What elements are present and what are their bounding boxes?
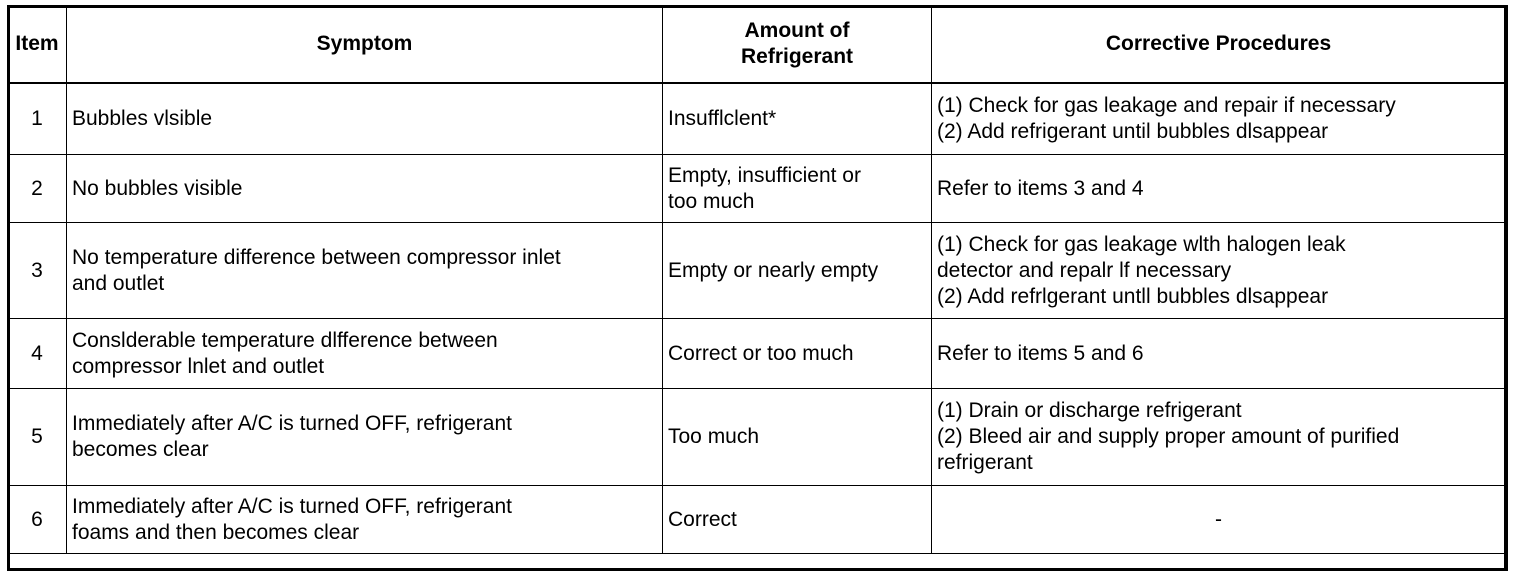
procedures-cell: [932, 155, 1506, 223]
amount-cell: [663, 155, 932, 223]
procedure-line: (1) Check for gas leakage wlth halogen leak: [937, 232, 1346, 256]
symptom-line: becomes clear: [72, 438, 209, 461]
symptom-line: Conslderable temperature dlfference between: [72, 328, 498, 352]
amount-cell: [663, 83, 932, 155]
amount-line: Empty or nearly empty: [668, 258, 879, 282]
symptom-line: No temperature difference between compressor inlet: [72, 245, 561, 269]
amount-cell: [663, 486, 932, 554]
symptom-cell: [67, 223, 663, 319]
symptom-line: Immediately after A/C is turned OFF, refrigerant: [72, 494, 512, 518]
procedure-line: (2) Add refrigerant until bubbles dlsappear: [937, 120, 1329, 143]
header-symptom: Symptom: [67, 6, 663, 84]
procedure-line: refrigerant: [937, 451, 1033, 474]
procedures-cell: [932, 389, 1506, 486]
header-row: [8, 6, 1506, 84]
item-number: 1: [8, 83, 67, 155]
amount-cell: [663, 319, 932, 389]
table-row: [8, 223, 1506, 319]
procedure-line: Refer to items 3 and 4: [937, 176, 1144, 200]
header-item: Item: [8, 6, 67, 84]
amount-line: Empty, insufficient or: [668, 163, 861, 187]
procedure-line: (1) Drain or discharge refrigerant: [937, 399, 1242, 422]
symptom-cell: [67, 319, 663, 389]
symptom-cell: [67, 486, 663, 554]
procedure-line: -: [1215, 507, 1222, 531]
item-number: 3: [8, 223, 67, 319]
symptom-line: and outlet: [72, 271, 165, 295]
table-row: [8, 319, 1506, 389]
header-amount-line2: Refrigerant: [740, 45, 854, 68]
table-row: [8, 389, 1506, 486]
refrigerant-diagnosis-table: [7, 5, 1506, 554]
amount-line: Correct or too much: [668, 341, 854, 365]
symptom-line: Bubbles vlsible: [72, 107, 213, 130]
amount-cell: [663, 389, 932, 486]
symptom-cell: [67, 83, 663, 155]
header-procedures: Corrective Procedures: [932, 6, 1506, 84]
table-row: [8, 486, 1506, 554]
symptom-line: Immediately after A/C is turned OFF, refrigerant: [72, 412, 512, 435]
table-row: [8, 155, 1506, 223]
amount-cell: [663, 223, 932, 319]
header-amount: [663, 6, 932, 84]
procedure-line: (2) Bleed air and supply proper amount of purified: [937, 425, 1400, 448]
amount-line: Insufflclent*: [668, 107, 777, 130]
procedure-line: Refer to items 5 and 6: [937, 341, 1144, 365]
item-number: 6: [8, 486, 67, 554]
header-amount-line1: Amount of: [744, 19, 850, 42]
item-number: 4: [8, 319, 67, 389]
symptom-cell: [67, 389, 663, 486]
procedures-cell: [932, 319, 1506, 389]
symptom-line: No bubbles visible: [72, 176, 243, 200]
symptom-line: compressor lnlet and outlet: [72, 354, 325, 378]
amount-line: Correct: [668, 507, 737, 531]
amount-line: too much: [668, 189, 755, 213]
amount-line: Too much: [668, 425, 760, 448]
symptom-cell: [67, 155, 663, 223]
item-number: 2: [8, 155, 67, 223]
procedures-cell: [932, 83, 1506, 155]
procedure-line: (1) Check for gas leakage and repair if necessary: [937, 94, 1396, 117]
procedures-cell: [932, 223, 1506, 319]
table-row: [8, 83, 1506, 155]
procedure-line: (2) Add refrlgerant untll bubbles dlsappear: [937, 284, 1329, 308]
item-number: 5: [8, 389, 67, 486]
procedure-line: detector and repalr lf necessary: [937, 258, 1232, 282]
symptom-line: foams and then becomes clear: [72, 520, 360, 544]
procedures-cell: [932, 486, 1506, 554]
